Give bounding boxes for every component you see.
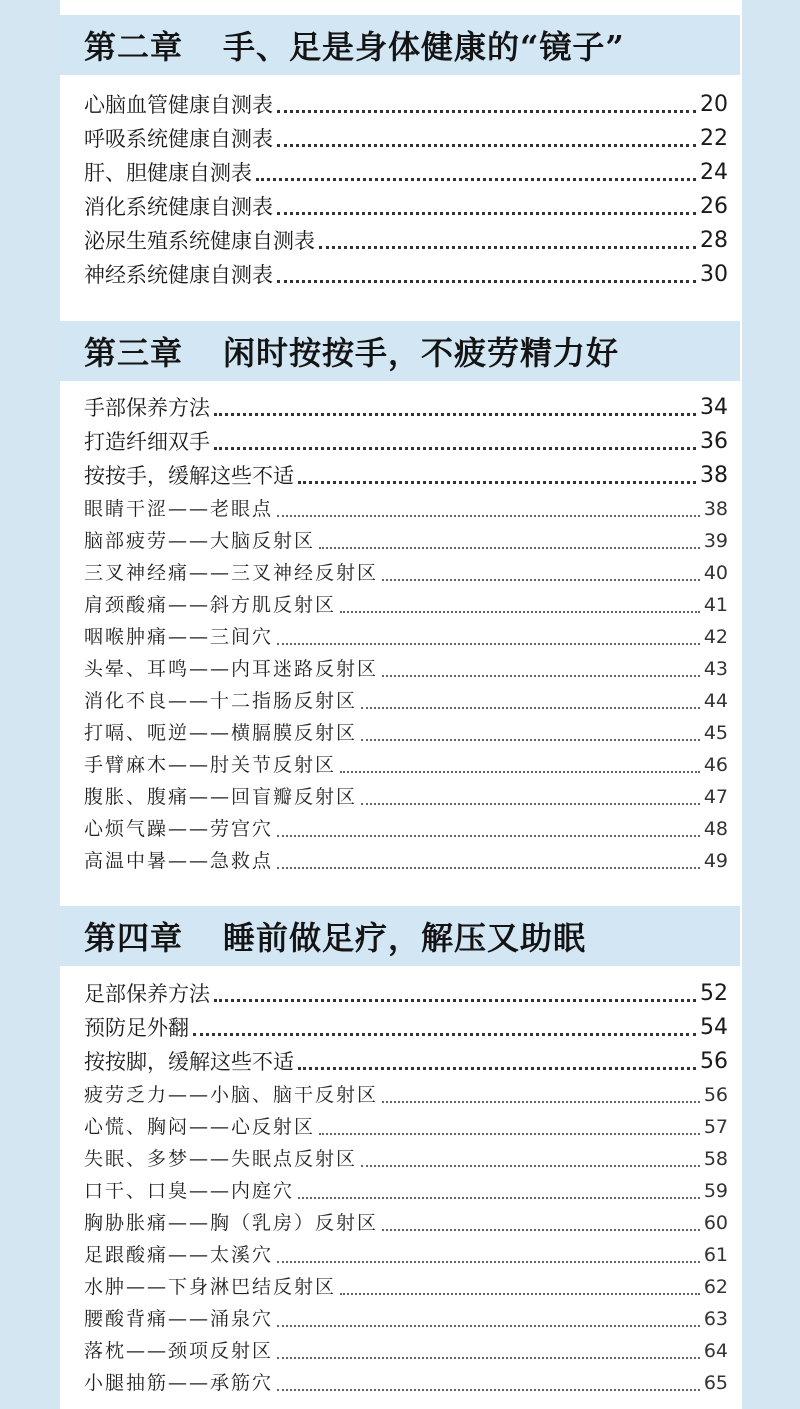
toc-subentry[interactable] xyxy=(84,1303,728,1335)
entry-label: 心烦气躁——劳宫穴 xyxy=(84,818,274,840)
entry-page-number: 43 xyxy=(703,658,728,680)
toc-subentry[interactable] xyxy=(84,1175,728,1207)
dot-leader xyxy=(214,999,696,1002)
entry-page-number: 63 xyxy=(703,1308,728,1330)
toc-subentry[interactable] xyxy=(84,685,728,717)
dot-leader xyxy=(277,515,700,517)
dot-leader xyxy=(277,1389,700,1391)
entry-label: 高温中暑——急救点 xyxy=(84,850,274,872)
entry-page-number: 39 xyxy=(703,530,728,552)
entry-page-number: 22 xyxy=(700,126,728,151)
dot-leader xyxy=(361,803,700,805)
entry-label: 手臂麻木——肘关节反射区 xyxy=(84,754,337,776)
entry-label: 脑部疲劳——大脑反射区 xyxy=(84,530,316,552)
dot-leader xyxy=(340,771,700,773)
entry-label: 手部保养方法 xyxy=(84,396,210,420)
dot-leader xyxy=(382,1101,700,1103)
dot-leader xyxy=(277,835,700,837)
entry-label: 口干、口臭——内庭穴 xyxy=(84,1180,295,1202)
entry-page-number: 41 xyxy=(703,594,728,616)
toc-subentry[interactable] xyxy=(84,493,728,525)
toc-entry[interactable] xyxy=(84,459,728,493)
entry-label: 头晕、耳鸣——内耳迷路反射区 xyxy=(84,658,379,680)
entry-page-number: 46 xyxy=(703,754,728,776)
toc-entry[interactable] xyxy=(84,156,728,190)
entry-label: 肝、胆健康自测表 xyxy=(84,161,252,185)
dot-leader xyxy=(277,867,700,869)
toc-entry[interactable] xyxy=(84,391,728,425)
entry-page-number: 36 xyxy=(700,429,728,454)
entry-page-number: 26 xyxy=(700,194,728,219)
chapter-entries xyxy=(60,381,740,877)
dot-leader xyxy=(361,739,700,741)
dot-leader xyxy=(277,110,696,113)
entry-page-number: 65 xyxy=(703,1372,728,1394)
dot-leader xyxy=(340,1293,700,1295)
chapter-header xyxy=(60,15,740,75)
toc-subentry[interactable] xyxy=(84,781,728,813)
entry-label: 咽喉肿痛——三间穴 xyxy=(84,626,274,648)
toc-subentry[interactable] xyxy=(84,717,728,749)
toc-subentry[interactable] xyxy=(84,1143,728,1175)
dot-leader xyxy=(319,1133,700,1135)
entry-page-number: 60 xyxy=(703,1212,728,1234)
entry-label: 足跟酸痛——太溪穴 xyxy=(84,1244,274,1266)
entry-label: 落枕——颈项反射区 xyxy=(84,1340,274,1362)
entry-label: 打嗝、呃逆——横膈膜反射区 xyxy=(84,722,358,744)
entry-page-number: 59 xyxy=(703,1180,728,1202)
dot-leader xyxy=(277,1325,700,1327)
entry-page-number: 45 xyxy=(703,722,728,744)
toc-subentry[interactable] xyxy=(84,845,728,877)
entry-page-number: 54 xyxy=(700,1015,728,1040)
chapter-number: 第二章 xyxy=(84,28,184,66)
chapter-number: 第三章 xyxy=(84,334,184,372)
dot-leader xyxy=(361,707,700,709)
dot-leader xyxy=(340,611,700,613)
entry-label: 按按手，缓解这些不适 xyxy=(84,464,294,488)
entry-label: 肩颈酸痛——斜方肌反射区 xyxy=(84,594,337,616)
entry-page-number: 56 xyxy=(700,1049,728,1074)
toc-entry[interactable] xyxy=(84,190,728,224)
toc-subentry[interactable] xyxy=(84,525,728,557)
entry-page-number: 20 xyxy=(700,92,728,117)
entry-page-number: 24 xyxy=(700,160,728,185)
dot-leader xyxy=(298,1067,696,1070)
toc-entry[interactable] xyxy=(84,1045,728,1079)
entry-page-number: 64 xyxy=(703,1340,728,1362)
toc-subentry[interactable] xyxy=(84,653,728,685)
chapter-entries xyxy=(60,966,740,1399)
dot-leader xyxy=(319,246,696,249)
dot-leader xyxy=(277,643,700,645)
toc-subentry[interactable] xyxy=(84,1271,728,1303)
toc-entry[interactable] xyxy=(84,122,728,156)
entry-page-number: 49 xyxy=(703,850,728,872)
right-page-edge xyxy=(740,0,800,1409)
toc-subentry[interactable] xyxy=(84,1079,728,1111)
toc-subentry[interactable] xyxy=(84,1335,728,1367)
entry-label: 失眠、多梦——失眠点反射区 xyxy=(84,1148,358,1170)
entry-page-number: 48 xyxy=(703,818,728,840)
entry-page-number: 47 xyxy=(703,786,728,808)
entry-label: 足部保养方法 xyxy=(84,982,210,1006)
toc-subentry[interactable] xyxy=(84,1239,728,1271)
chapter-number: 第四章 xyxy=(84,919,184,957)
entry-label: 按按脚，缓解这些不适 xyxy=(84,1050,294,1074)
toc-entry[interactable] xyxy=(84,258,728,292)
toc-subentry[interactable] xyxy=(84,621,728,653)
dot-leader xyxy=(382,579,700,581)
entry-label: 胸胁胀痛——胸（乳房）反射区 xyxy=(84,1212,379,1234)
toc-entry[interactable] xyxy=(84,1011,728,1045)
entry-page-number: 34 xyxy=(700,395,728,420)
dot-leader xyxy=(256,178,696,181)
entry-label: 心慌、胸闷——心反射区 xyxy=(84,1116,316,1138)
entry-label: 水肿——下身淋巴结反射区 xyxy=(84,1276,337,1298)
entry-label: 腹胀、腹痛——回盲瓣反射区 xyxy=(84,786,358,808)
toc-entry[interactable] xyxy=(84,224,728,258)
entry-page-number: 40 xyxy=(703,562,728,584)
entry-label: 消化不良——十二指肠反射区 xyxy=(84,690,358,712)
toc-entry[interactable] xyxy=(84,425,728,459)
chapter-header xyxy=(60,906,740,966)
toc-subentry[interactable] xyxy=(84,1367,728,1399)
entry-page-number: 56 xyxy=(703,1084,728,1106)
entry-page-number: 42 xyxy=(703,626,728,648)
entry-page-number: 52 xyxy=(700,981,728,1006)
dot-leader xyxy=(214,413,696,416)
chapter-4 xyxy=(60,906,740,1399)
entry-page-number: 30 xyxy=(700,262,728,287)
entry-label: 神经系统健康自测表 xyxy=(84,263,273,287)
chapter-entries xyxy=(60,75,740,292)
toc-entry[interactable] xyxy=(84,977,728,1011)
entry-label: 疲劳乏力——小脑、脑干反射区 xyxy=(84,1084,379,1106)
entry-page-number: 58 xyxy=(703,1148,728,1170)
dot-leader xyxy=(298,481,696,484)
entry-label: 眼睛干涩——老眼点 xyxy=(84,498,274,520)
toc-subentry[interactable] xyxy=(84,1207,728,1239)
entry-page-number: 44 xyxy=(703,690,728,712)
entry-label: 心脑血管健康自测表 xyxy=(84,93,273,117)
chapter-header xyxy=(60,321,740,381)
toc-subentry[interactable] xyxy=(84,557,728,589)
entry-page-number: 38 xyxy=(700,463,728,488)
toc-subentry[interactable] xyxy=(84,813,728,845)
chapter-title: 睡前做足疗，解压又助眠 xyxy=(223,919,587,957)
entry-label: 小腿抽筋——承筋穴 xyxy=(84,1372,274,1394)
dot-leader xyxy=(319,547,700,549)
dot-leader xyxy=(298,1197,700,1199)
dot-leader xyxy=(277,1357,700,1359)
dot-leader xyxy=(382,1229,700,1231)
toc-subentry[interactable] xyxy=(84,589,728,621)
toc-subentry[interactable] xyxy=(84,749,728,781)
entry-page-number: 61 xyxy=(703,1244,728,1266)
dot-leader xyxy=(277,212,696,215)
entry-label: 消化系统健康自测表 xyxy=(84,195,273,219)
entry-label: 泌尿生殖系统健康自测表 xyxy=(84,229,315,253)
dot-leader xyxy=(277,1261,700,1263)
dot-leader xyxy=(361,1165,700,1167)
entry-page-number: 28 xyxy=(700,228,728,253)
dot-leader xyxy=(277,144,696,147)
left-page-edge xyxy=(0,0,60,1409)
dot-leader xyxy=(382,675,700,677)
chapter-2 xyxy=(60,15,740,292)
dot-leader xyxy=(193,1033,696,1036)
entry-label: 腰酸背痛——涌泉穴 xyxy=(84,1308,274,1330)
entry-label: 预防足外翻 xyxy=(84,1016,189,1040)
toc-subentry[interactable] xyxy=(84,1111,728,1143)
toc-entry[interactable] xyxy=(84,88,728,122)
entry-label: 三叉神经痛——三叉神经反射区 xyxy=(84,562,379,584)
chapter-title: 闲时按按手，不疲劳精力好 xyxy=(223,334,620,372)
chapter-title: 手、足是身体健康的“镜子” xyxy=(223,28,625,66)
dot-leader xyxy=(277,280,696,283)
dot-leader xyxy=(214,447,696,450)
entry-page-number: 38 xyxy=(703,498,728,520)
entry-label: 呼吸系统健康自测表 xyxy=(84,127,273,151)
entry-label: 打造纤细双手 xyxy=(84,430,210,454)
entry-page-number: 57 xyxy=(703,1116,728,1138)
entry-page-number: 62 xyxy=(703,1276,728,1298)
chapter-3 xyxy=(60,321,740,877)
